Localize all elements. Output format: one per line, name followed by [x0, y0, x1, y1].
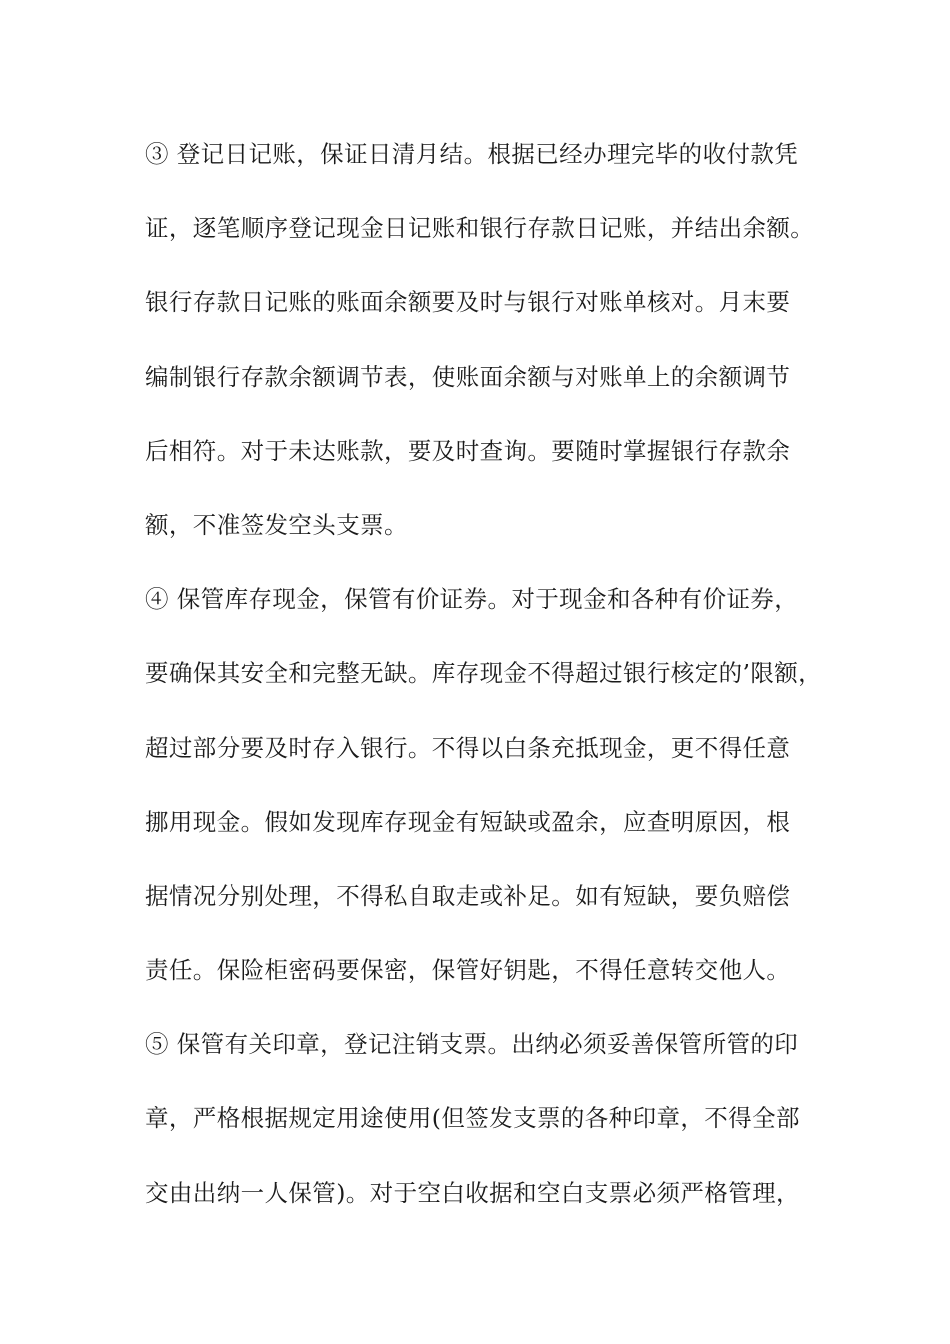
text-line: ③ 登记日记账，保证日清月结。根据已经办理完毕的收付款凭 [145, 140, 799, 168]
body-text [145, 131, 845, 1244]
text-line: ⑤ 保管有关印章，登记注销支票。出纳必须妥善保管所管的印 [145, 1030, 799, 1059]
text-line: 要确保其安全和完整无缺。库存现金不得超过银行核定的’限额， [145, 659, 823, 688]
text-line: 证，逐笔顺序登记现金日记账和银行存款日记账，并结出余额。 [145, 214, 815, 243]
text-line: 银行存款日记账的账面余额要及时与银行对账单核对。月末要 [145, 288, 791, 317]
text-line: 责任。保险柜密码要保密，保管好钥匙，不得任意转交他人。 [145, 956, 791, 985]
text-line: 超过部分要及时存入银行。不得以白条充抵现金，更不得任意 [145, 733, 791, 762]
text-line: 据情况分别处理，不得私自取走或补足。如有短缺，要负赔偿 [145, 881, 791, 910]
text-line: ④ 保管库存现金，保管有价证券。对于现金和各种有价证券， [145, 585, 799, 614]
text-line: 交由出纳一人保管)。对于空白收据和空白支票必须严格管理， [145, 1178, 800, 1207]
text-line: 章，严格根据规定用途使用(但签发支票的各种印章，不得全部 [145, 1104, 800, 1133]
text-line: 挪用现金。假如发现库存现金有短缺或盈余，应查明原因，根 [145, 807, 791, 836]
text-line: 后相符。对于未达账款，要及时查询。要随时掌握银行存款余 [145, 436, 791, 465]
text-line: 额，不准签发空头支票。 [145, 510, 408, 539]
text-line: 编制银行存款余额调节表，使账面余额与对账单上的余额调节 [145, 362, 791, 391]
